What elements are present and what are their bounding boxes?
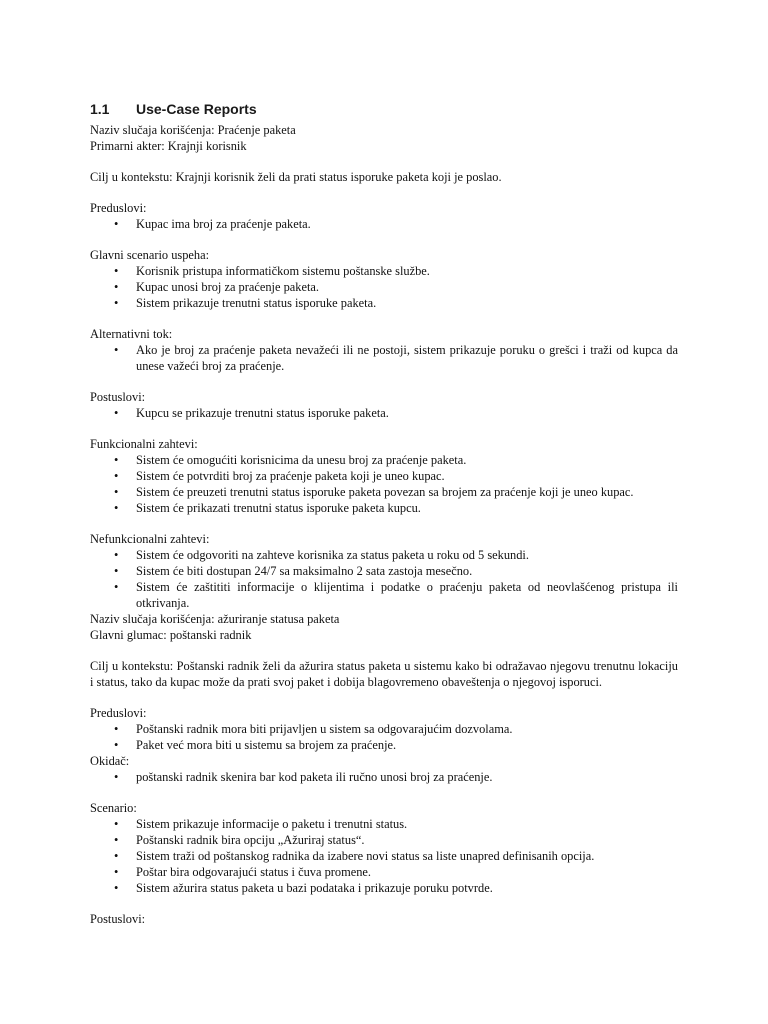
list-item: • Sistem prikazuje trenutni status isporuke paketa. bbox=[90, 295, 678, 311]
list-item: • Sistem će preuzeti trenutni status isporuke paketa povezan sa brojem za praćenje koji je uneo kupac. bbox=[90, 484, 678, 500]
list-item: • Sistem traži od poštanskog radnika da izabere novi status sa liste unapred definisanih opcija. bbox=[90, 848, 678, 864]
alternative-flow-list bbox=[90, 342, 678, 374]
scenario-label: Scenario: bbox=[90, 801, 137, 815]
document-page bbox=[90, 99, 678, 927]
goal-in-context-2: Cilj u kontekstu: Poštanski radnik želi da ažurira status paketa u sistemu kako bi odražavao njegovu trenutnu lokaciju i status, tako da kupac može da prati svoj paket i dobija blagovremeno obaveštenja o njegovoj isporuci. bbox=[90, 659, 678, 689]
list-item: • Ako je broj za praćenje paketa nevažeći ili ne postoji, sistem prikazuje poruku o grešci i traži od kupca da unese važeći broj za praćenje. bbox=[90, 342, 678, 374]
list-item: • Sistem prikazuje informacije o paketu i trenutni status. bbox=[90, 816, 678, 832]
main-scenario-list bbox=[90, 263, 678, 311]
list-item: • Poštar bira odgovarajući status i čuva promene. bbox=[90, 864, 678, 880]
postconditions-list bbox=[90, 405, 678, 421]
main-scenario-label: Glavni scenario uspeha: bbox=[90, 248, 210, 262]
trigger-label: Okidač: bbox=[90, 754, 130, 768]
scenario-list bbox=[90, 816, 678, 896]
trigger-list bbox=[90, 769, 678, 785]
primary-actor: Primarni akter: Krajnji korisnik bbox=[90, 139, 247, 153]
list-item: • Poštanski radnik bira opciju „Ažuriraj status“. bbox=[90, 832, 678, 848]
list-item: • Sistem će zaštititi informacije o klijentima i podatke o praćenju paketa od neovlašćenog pristupa ili otkrivanja. bbox=[90, 579, 678, 611]
functional-requirements-label: Funkcionalni zahtevi: bbox=[90, 437, 198, 451]
list-item: • Sistem će biti dostupan 24/7 sa maksimalno 2 sata zastoja mesečno. bbox=[90, 563, 678, 579]
list-item: • Kupcu se prikazuje trenutni status isporuke paketa. bbox=[90, 405, 678, 421]
preconditions-list bbox=[90, 216, 678, 232]
list-item: • Sistem ažurira status paketa u bazi podataka i prikazuje poruku potvrde. bbox=[90, 880, 678, 896]
use-case-name: Naziv slučaja korišćenja: Praćenje paketa bbox=[90, 123, 296, 137]
goal-in-context: Cilj u kontekstu: Krajnji korisnik želi da prati status isporuke paketa koji je poslao. bbox=[90, 170, 502, 184]
list-item: • Sistem će potvrditi broj za praćenje paketa koji je uneo kupac. bbox=[90, 468, 678, 484]
list-item: • Korisnik pristupa informatičkom sistemu poštanske službe. bbox=[90, 263, 678, 279]
nonfunctional-requirements-label: Nefunkcionalni zahtevi: bbox=[90, 532, 210, 546]
section-heading bbox=[90, 99, 678, 119]
preconditions-label-2: Preduslovi: bbox=[90, 706, 147, 720]
list-item: • Kupac unosi broj za praćenje paketa. bbox=[90, 279, 678, 295]
main-actor-2: Glavni glumac: poštanski radnik bbox=[90, 628, 252, 642]
section-title: Use-Case Reports bbox=[136, 101, 257, 117]
nonfunctional-requirements-list bbox=[90, 547, 678, 611]
functional-requirements-list bbox=[90, 452, 678, 516]
list-item: • Sistem će omogućiti korisnicima da unesu broj za praćenje paketa. bbox=[90, 452, 678, 468]
preconditions-list-2 bbox=[90, 721, 678, 753]
list-item: • Sistem će prikazati trenutni status isporuke paketa kupcu. bbox=[90, 500, 678, 516]
preconditions-label: Preduslovi: bbox=[90, 201, 147, 215]
postconditions-label: Postuslovi: bbox=[90, 390, 146, 404]
alternative-flow-label: Alternativni tok: bbox=[90, 327, 173, 341]
section-number: 1.1 bbox=[90, 101, 110, 117]
list-item: • Sistem će odgovoriti na zahteve korisnika za status paketa u roku od 5 sekundi. bbox=[90, 547, 678, 563]
use-case-name-2: Naziv slučaja korišćenja: ažuriranje statusa paketa bbox=[90, 612, 340, 626]
list-item: • Poštanski radnik mora biti prijavljen u sistem sa odgovarajućim dozvolama. bbox=[90, 721, 678, 737]
list-item: • Kupac ima broj za praćenje paketa. bbox=[90, 216, 678, 232]
postconditions-label-2: Postuslovi: bbox=[90, 912, 146, 926]
list-item: • Paket već mora biti u sistemu sa brojem za praćenje. bbox=[90, 737, 678, 753]
list-item: • poštanski radnik skenira bar kod paketa ili ručno unosi broj za praćenje. bbox=[90, 769, 678, 785]
